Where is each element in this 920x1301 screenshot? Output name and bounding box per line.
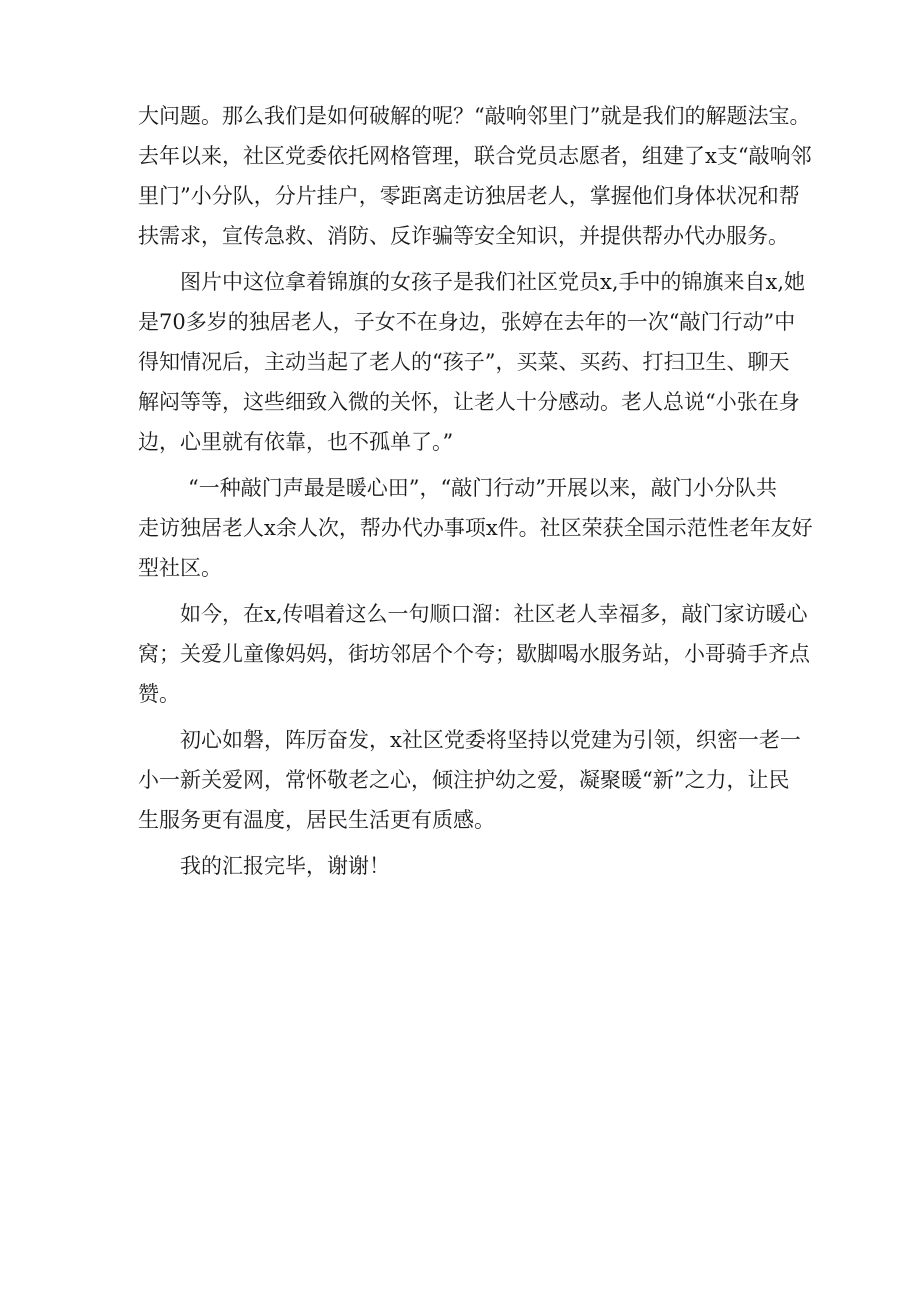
document-body (138, 96, 813, 892)
text-line: 里门”小分队，分片挂户，零距离走访独居老人，掌握他们身体状况和帮 (138, 184, 800, 208)
paragraph-4 (138, 594, 810, 714)
paragraph-5 (138, 720, 801, 840)
text-line: 图片中这位拿着锦旗的女孩子是我们社区党员x,手中的锦旗来自x,她 (180, 270, 806, 294)
text-line: 赞。 (138, 682, 180, 706)
text-line: 边，心里就有依靠，也不孤单了。” (138, 430, 454, 454)
text-line: 得知情况后，主动当起了老人的“孩子”，买菜、买药、打扫卫生、聊天 (138, 350, 790, 374)
text-line: 我的汇报完毕，谢谢！ (180, 854, 390, 878)
text-line: 去年以来，社区党委依托网格管理，联合党员志愿者，组建了x支“敲响邻 (138, 144, 812, 168)
paragraph-2 (138, 262, 806, 462)
text-line: 走访独居老人x余人次，帮办代办事项x件。社区荣获全国示范性老年友好 (138, 516, 813, 540)
text-line: 型社区。 (138, 556, 222, 580)
text-line: 如今，在x,传唱着这么一句顺口溜：社区老人幸福多，敲门家访暖心 (180, 602, 808, 626)
paragraph-1 (138, 96, 812, 256)
text-line: 窝；关爱儿童像妈妈，街坊邻居个个夸；歇脚喝水服务站，小哥骑手齐点 (138, 642, 810, 666)
paragraph-3 (138, 468, 813, 588)
text-line: 初心如磐，阵厉奋发，x社区党委将坚持以党建为引领，织密一老一 (180, 728, 801, 752)
text-line: “一种敲门声最是暖心田”，“敲门行动”开展以来，敲门小分队共 (188, 476, 777, 500)
text-line: 生服务更有温度，居民生活更有质感。 (138, 808, 495, 832)
paragraph-6 (138, 846, 798, 886)
text-line: 是70多岁的独居老人，子女不在身边，张婷在去年的一次“敲门行动”中 (138, 310, 796, 334)
text-line: 扶需求，宣传急救、消防、反诈骗等安全知识，并提供帮办代办服务。 (138, 224, 789, 248)
text-line: 解闷等等，这些细致入微的关怀，让老人十分感动。老人总说“小张在身 (138, 390, 800, 414)
text-line: 小一新关爱网，常怀敬老之心，倾注护幼之爱，凝聚暖“新”之力，让民 (138, 768, 790, 792)
text-line: 大问题。那么我们是如何破解的呢？“敲响邻里门”就是我们的解题法宝。 (138, 104, 811, 128)
